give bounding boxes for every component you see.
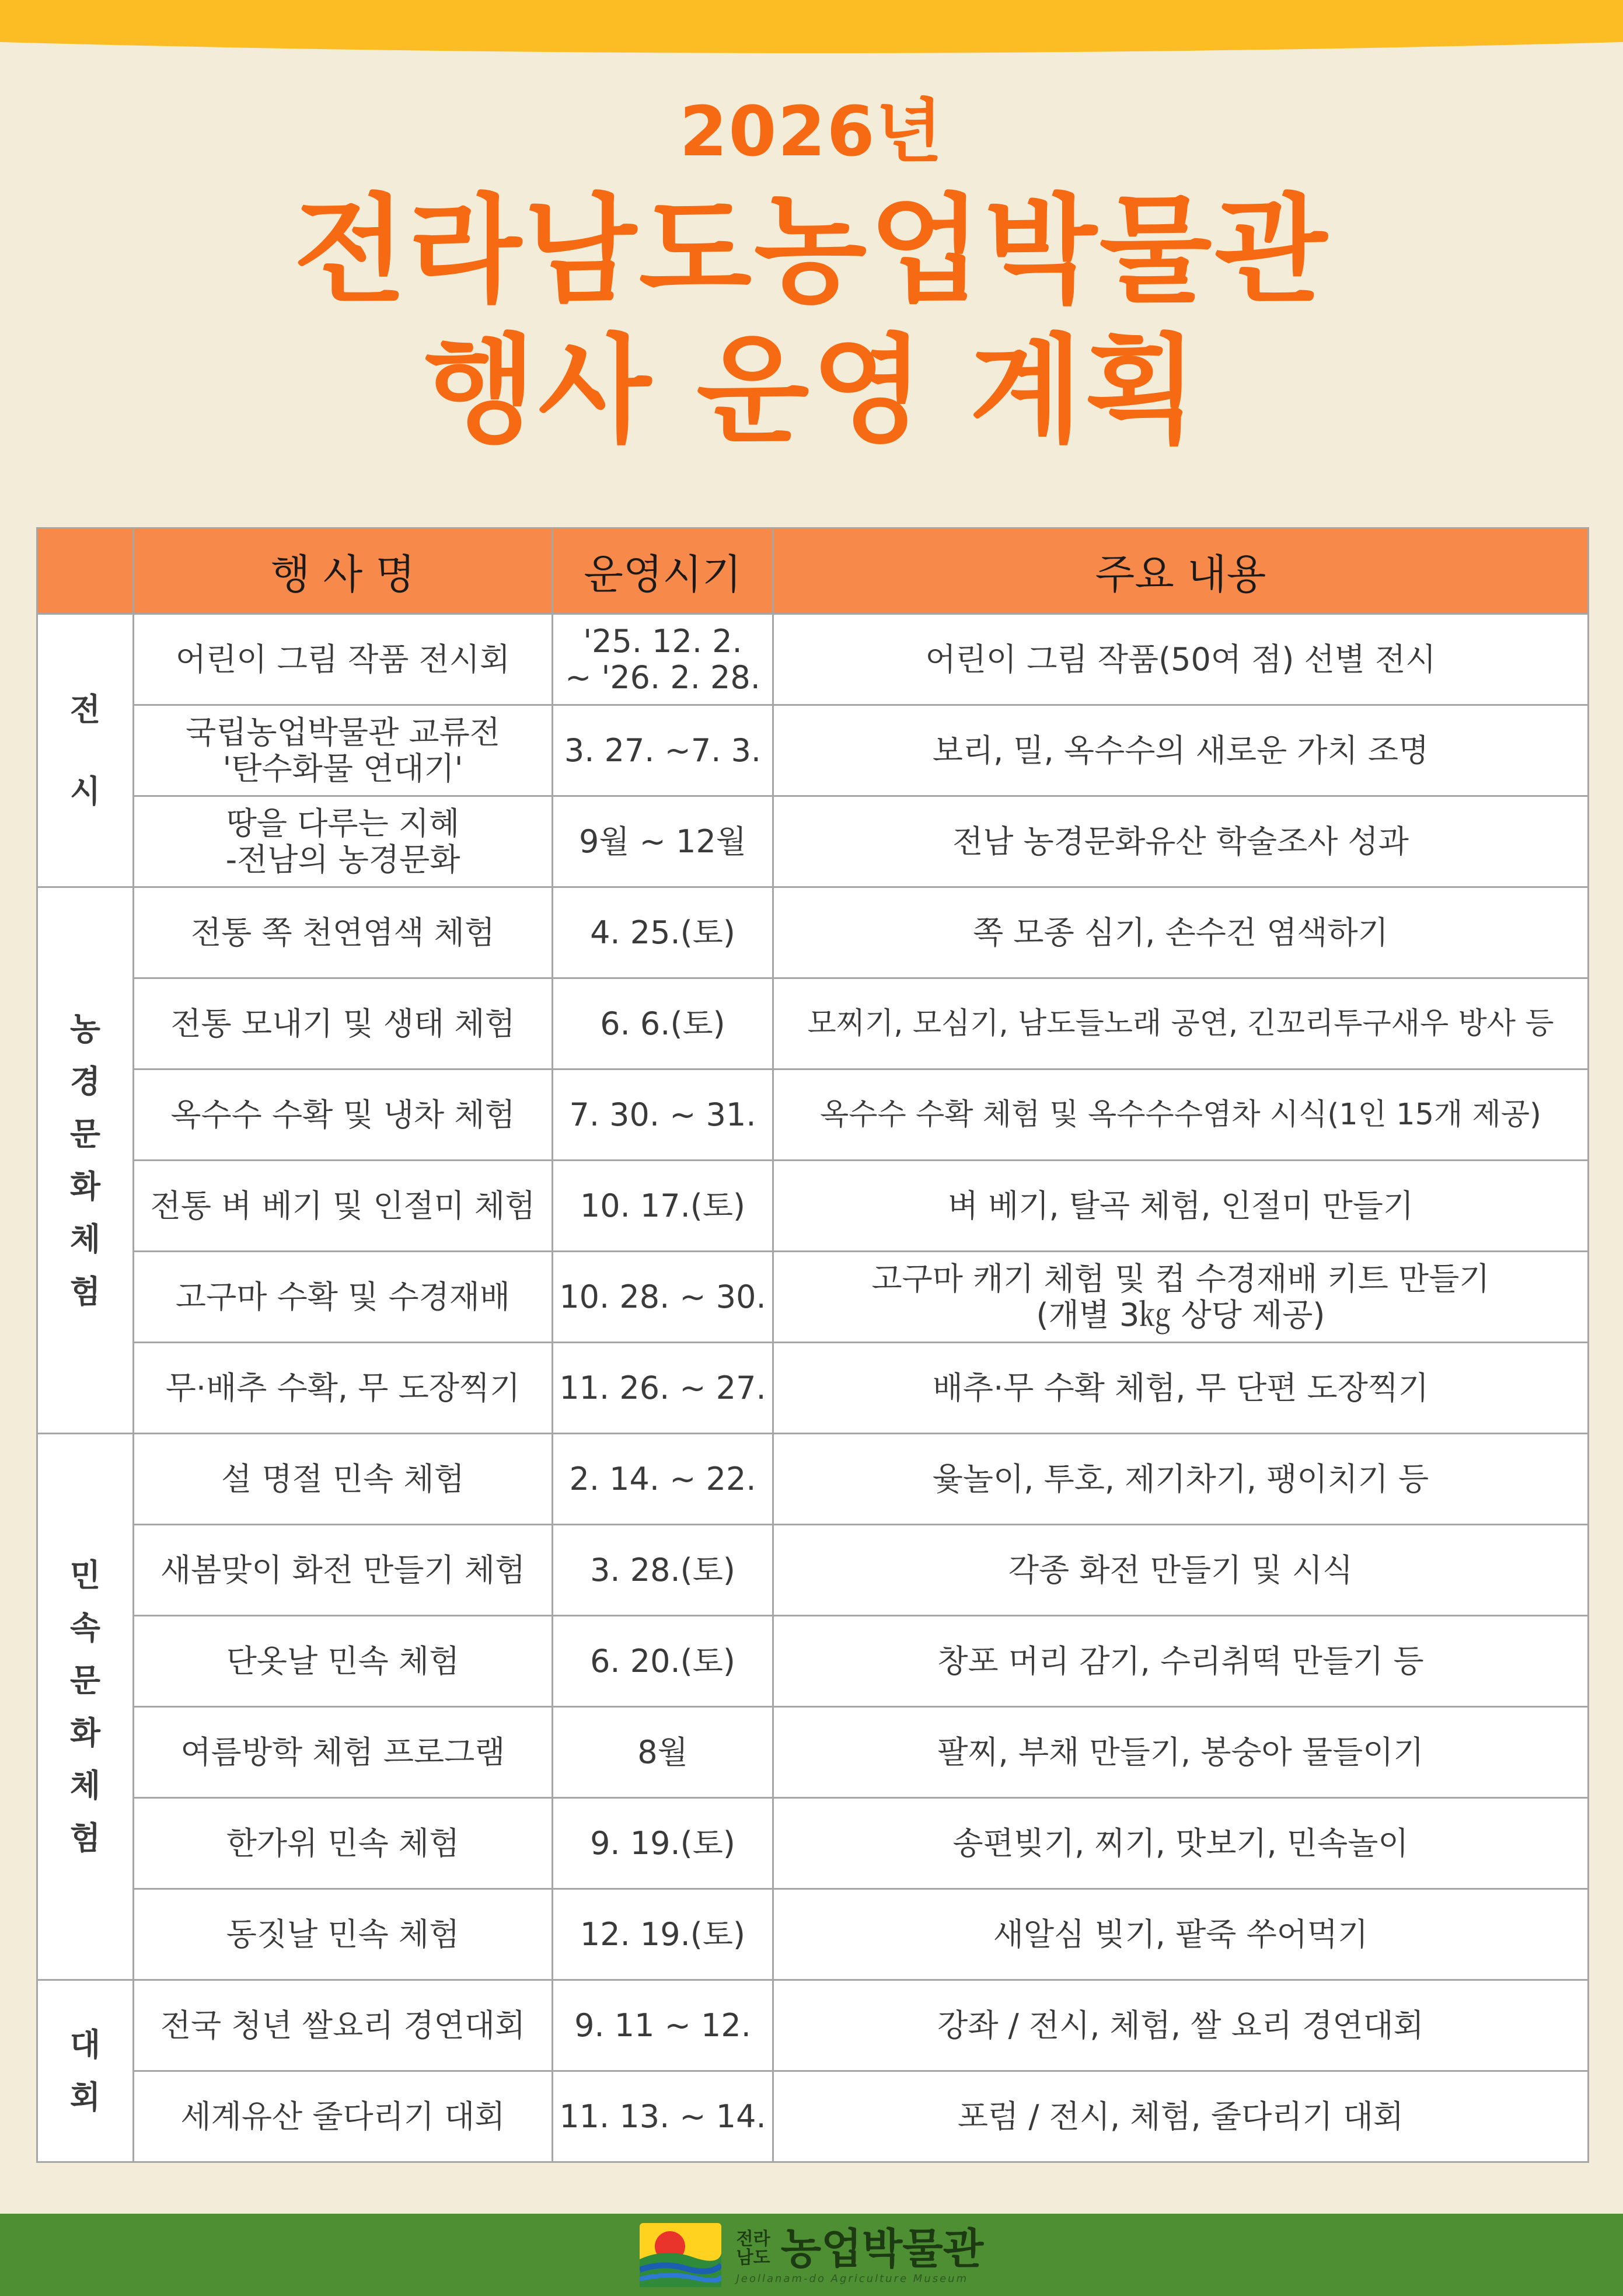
event-name: 설 명절 민속 체험 [134, 1434, 553, 1525]
event-content: 쪽 모종 심기, 손수건 염색하기 [773, 887, 1589, 978]
event-period: 4. 25.(토) [553, 887, 773, 978]
event-name: 동짓날 민속 체험 [134, 1889, 553, 1980]
table-row [37, 1434, 1589, 1525]
table-row [37, 1889, 1589, 1980]
event-content: 강좌 / 전시, 체험, 쌀 요리 경연대회 [773, 1980, 1589, 2071]
event-period: 6. 6.(토) [553, 978, 773, 1069]
event-content: 포럼 / 전시, 체험, 줄다리기 대회 [773, 2071, 1589, 2162]
table-header-row [37, 528, 1589, 614]
table-row [37, 1069, 1589, 1161]
event-period: 11. 26. ~ 27. [553, 1343, 773, 1434]
table-row [37, 1161, 1589, 1252]
event-name: 무·배추 수확, 무 도장찍기 [134, 1343, 553, 1434]
period-column-header: 운영시기 [553, 528, 773, 614]
table-row [37, 705, 1589, 796]
event-period: 3. 27. ~7. 3. [553, 705, 773, 796]
poster-title-line2: 행사 운영 계획 [423, 323, 1200, 459]
event-name: 전통 벼 베기 및 인절미 체험 [134, 1161, 553, 1252]
event-content: 전남 농경문화유산 학술조사 성과 [773, 796, 1589, 887]
event-content: 고구마 캐기 체험 및 컵 수경재배 키트 만들기 (개별 3㎏ 상당 제공) [773, 1252, 1589, 1343]
event-content: 팔찌, 부채 만들기, 봉숭아 물들이기 [773, 1707, 1589, 1798]
event-period: 7. 30. ~ 31. [553, 1069, 773, 1161]
logo-museum-name: 농업박물관 [780, 2224, 984, 2273]
event-name: 어린이 그림 작품 전시회 [134, 614, 553, 705]
museum-logo [640, 2223, 984, 2287]
event-period: 10. 17.(토) [553, 1161, 773, 1252]
event-period: 10. 28. ~ 30. [553, 1252, 773, 1343]
event-name: 고구마 수확 및 수경재배 [134, 1252, 553, 1343]
footer-band [0, 2214, 1623, 2296]
event-content: 윷놀이, 투호, 제기차기, 팽이치기 등 [773, 1434, 1589, 1525]
category-folk-culture-experience: 민 속 문 화 체 험 [37, 1434, 134, 1980]
event-content: 새알심 빚기, 팥죽 쑤어먹기 [773, 1889, 1589, 1980]
event-name: 전통 모내기 및 생태 체험 [134, 978, 553, 1069]
table-row [37, 1525, 1589, 1616]
event-name: 국립농업박물관 교류전 '탄수화물 연대기' [134, 705, 553, 796]
event-name: 새봄맞이 화전 만들기 체험 [134, 1525, 553, 1616]
event-name-column-header: 행 사 명 [134, 528, 553, 614]
table-row [37, 796, 1589, 887]
event-period: 9. 11 ~ 12. [553, 1980, 773, 2071]
event-period: 9. 19.(토) [553, 1798, 773, 1889]
event-period: '25. 12. 2. ~ '26. 2. 28. [553, 614, 773, 705]
poster-title-line1: 전라남도농업박물관 [294, 183, 1329, 319]
event-period: 6. 20.(토) [553, 1616, 773, 1707]
event-content: 배추·무 수확 체험, 무 단편 도장찍기 [773, 1343, 1589, 1434]
table-row [37, 2071, 1589, 2162]
table-row [37, 614, 1589, 705]
event-name: 한가위 민속 체험 [134, 1798, 553, 1889]
event-name: 옥수수 수확 및 냉차 체험 [134, 1069, 553, 1161]
event-content: 어린이 그림 작품(50여 점) 선별 전시 [773, 614, 1589, 705]
event-name: 땅을 다루는 지혜 -전남의 농경문화 [134, 796, 553, 887]
event-name: 여름방학 체험 프로그램 [134, 1707, 553, 1798]
category-contest: 대 회 [37, 1980, 134, 2162]
event-content: 각종 화전 만들기 및 시식 [773, 1525, 1589, 1616]
event-period: 2. 14. ~ 22. [553, 1434, 773, 1525]
category-agri-culture-experience: 농 경 문 화 체 험 [37, 887, 134, 1434]
event-content: 벼 베기, 탈곡 체험, 인절미 만들기 [773, 1161, 1589, 1252]
table-row [37, 978, 1589, 1069]
event-content: 옥수수 수확 체험 및 옥수수수염차 시식(1인 15개 제공) [773, 1069, 1589, 1161]
table-row [37, 1252, 1589, 1343]
event-name: 세계유산 줄다리기 대회 [134, 2071, 553, 2162]
category-column-header [37, 528, 134, 614]
event-period: 11. 13. ~ 14. [553, 2071, 773, 2162]
table-row [37, 1616, 1589, 1707]
poster-header [0, 93, 1623, 461]
logo-region-text: 전라 남도 [736, 2228, 770, 2268]
table-row [37, 1343, 1589, 1434]
table-row [37, 1798, 1589, 1889]
event-content: 보리, 밀, 옥수수의 새로운 가치 조명 [773, 705, 1589, 796]
event-period: 3. 28.(토) [553, 1525, 773, 1616]
top-decorative-band [0, 0, 1623, 64]
table-row [37, 1980, 1589, 2071]
logo-english-name: Jeollanam-do Agriculture Museum [736, 2272, 969, 2285]
event-name: 단옷날 민속 체험 [134, 1616, 553, 1707]
event-content: 모찌기, 모심기, 남도들노래 공연, 긴꼬리투구새우 방사 등 [773, 978, 1589, 1069]
event-content: 창포 머리 감기, 수리취떡 만들기 등 [773, 1616, 1589, 1707]
event-content: 송편빚기, 찌기, 맛보기, 민속놀이 [773, 1798, 1589, 1889]
content-column-header: 주요 내용 [773, 528, 1589, 614]
category-exhibition: 전 시 [37, 614, 134, 887]
event-schedule-table [36, 527, 1589, 2163]
event-period: 9월 ~ 12월 [553, 796, 773, 887]
sun-field-logo-icon [640, 2223, 721, 2287]
event-name: 전국 청년 쌀요리 경연대회 [134, 1980, 553, 2071]
event-name: 전통 쪽 천연염색 체험 [134, 887, 553, 978]
year-label: 2026년 [679, 91, 944, 172]
table-row [37, 1707, 1589, 1798]
event-period: 12. 19.(토) [553, 1889, 773, 1980]
table-row [37, 887, 1589, 978]
event-period: 8월 [553, 1707, 773, 1798]
